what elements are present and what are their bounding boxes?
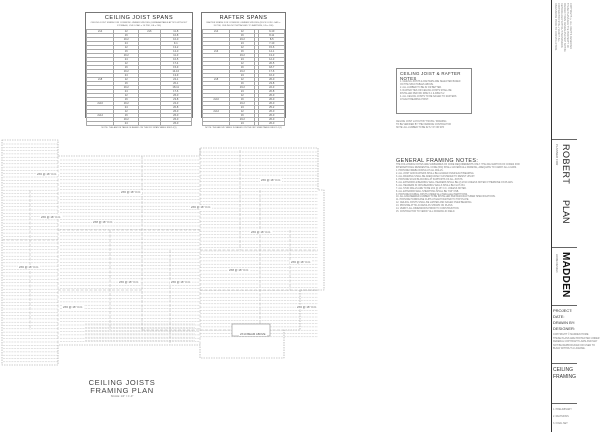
title-field-label: DESIGNER: <box>553 326 576 331</box>
ceiling-table-cell: 19.2 <box>114 38 139 42</box>
rafter-table-cell: 12 <box>230 62 255 66</box>
rafter-table-cell: 19.2 <box>230 118 255 122</box>
ceiling-table-cell: 26-0 <box>160 110 191 114</box>
title-block <box>551 0 600 432</box>
revision-line: 2. REVISIONS <box>553 415 569 418</box>
ceiling-table-cell: 22-3 <box>160 102 191 106</box>
rafter-table-row <box>203 30 285 34</box>
rafter-table-cell: 25-2 <box>259 106 285 110</box>
rafter-table-cell: 24 <box>230 122 255 126</box>
revision-line: 3. FINAL SET <box>553 422 568 425</box>
small-note-line: NOTE: ALL LUMBER TO BE #2 S.Y.P. OR SPF <box>396 127 445 129</box>
rafter-table-cell: 2x12 <box>203 110 230 114</box>
ceiling-table-cell: 16 <box>114 98 139 102</box>
general-note-paragraph: 3. ALL FRAMING SHALL BE ADEQUATELY FASTENED TO RESIST UPLIFT. <box>396 175 476 178</box>
ceiling-table-cell: 19.2 <box>114 86 139 90</box>
ceiling-table-cell: 12 <box>114 46 139 50</box>
rafter-table-cell: 2x4 <box>203 30 230 34</box>
rafter-table-note: NOTE: THE ABOVE TABLE IS BASED ON THE IRC SPAN TABLE R802.5.1(1) <box>205 127 282 129</box>
small-note-line: CEILING JOIST LAYOUT BY TRUSS / FRAMING <box>396 121 447 123</box>
framing-plan-drawing <box>0 130 330 380</box>
rafter-table-grid <box>202 29 285 126</box>
rafter-table-cell <box>203 122 230 126</box>
title-block-logo <box>552 248 577 306</box>
ceiling-table-cell: 12 <box>114 30 139 34</box>
ceiling-note-line: INSTALLED PER IRC R802.3.1 & R802.5.2 <box>400 93 445 95</box>
framing-small-note <box>396 121 476 130</box>
rafter-table-cell: 24 <box>230 58 255 62</box>
plan-joist-label: 2X6 @ 16" O.C. <box>121 190 142 194</box>
copyright-line: COPYRIGHT © MADDEN HOME <box>553 333 589 336</box>
ceiling-table-cell: 9-1 <box>160 42 191 46</box>
ceiling-table-cell: 24 <box>114 122 139 126</box>
rafter-table-cell: 2x10 <box>203 98 230 102</box>
rafter-table-cell: 22-3 <box>259 86 285 90</box>
ceiling-table-cell: 16 <box>114 50 139 54</box>
rafter-table-cell: 26-0 <box>259 110 285 114</box>
rafter-table-cell: 14-1 <box>259 50 285 54</box>
rafter-table-row <box>203 98 285 102</box>
title-block-project <box>552 140 577 248</box>
rafter-table-cell: 8-11 <box>259 34 285 38</box>
ceiling-notes-title: CEILING JOIST & RAFTER NOTES <box>400 71 461 81</box>
rafter-table-cell: 9-10 <box>259 30 285 34</box>
title-block-revisions <box>552 404 577 432</box>
ceiling-table-cell: 2x4 <box>87 30 114 34</box>
ceiling-table-cell: 2x10 <box>87 102 114 106</box>
ceiling-note-line: AT EACH BEARING POINT. <box>400 99 429 101</box>
rafter-table-cell: 12-3 <box>259 58 285 62</box>
plan-joist-label: 2X6 @ 16" O.C. <box>171 280 192 284</box>
plan-joist-label: 2X6 @ 16" O.C. <box>41 215 62 219</box>
rafter-table-cell: 8-5 <box>259 38 285 42</box>
ceiling-table-cell: 14-10 <box>160 70 191 74</box>
ceiling-table-cell: 2x6 <box>139 30 160 34</box>
title-block-sheet <box>552 364 577 404</box>
general-note-paragraph: 14. VERIFY ALL DIMENSIONS PRIOR TO CONSTRUCTION. <box>396 208 460 211</box>
rafter-table-cell: 26-0 <box>259 118 285 122</box>
copyright-line: FEDERAL COPYRIGHT LAWS AND MAY <box>553 340 598 343</box>
plan-title-line2: FRAMING PLAN <box>90 386 154 395</box>
rafter-span-table <box>201 12 286 129</box>
plan-title-line1: CEILING JOISTS <box>88 378 156 387</box>
rafter-table-cell: 16 <box>230 114 255 118</box>
plan-joist-label: 2X6 @ 16" O.C. <box>291 260 312 264</box>
rafter-table-cell: 2x8 <box>203 78 230 82</box>
project-sub: PLAN <box>561 200 571 224</box>
ceiling-table-cell: 26-0 <box>160 118 191 122</box>
general-note-paragraph: 6. ALL HEADERS IN NON-BEARING WALLS SHALL BE FLAT 2X4. <box>396 184 466 187</box>
ceiling-table-cell <box>87 122 114 126</box>
rafter-table-cell: 12 <box>230 46 255 50</box>
rafter-table-cell: 12 <box>230 94 255 98</box>
plan-scale: SCALE: 1/4" = 1'-0" <box>110 395 134 398</box>
ceiling-table-cell: 24 <box>114 90 139 94</box>
ceiling-table-cell: 24 <box>114 42 139 46</box>
plan-joist-label: 2X6 @ 16" O.C. <box>63 305 84 309</box>
rafter-table-cell: 19.2 <box>230 70 255 74</box>
general-note-paragraph: 5. ALL EXTERIOR & BEARING WALL HEADERS SHALL BE (2) 2X10 UNLESS NOTED OTHERWISE ON PLANS. <box>396 181 514 184</box>
rafter-table-cell: 26-0 <box>259 94 285 98</box>
ceiling-table-cell: 12 <box>114 110 139 114</box>
plan-joist-label: 2X6 @ 16" O.C. <box>19 265 40 269</box>
ceiling-table-cell: 17-4 <box>160 62 191 66</box>
ceiling-table-cell: 10-5 <box>160 58 191 62</box>
ceiling-table-cell: 24 <box>114 58 139 62</box>
notice-line: DIMENSIONS PRIOR TO CONSTRUCTION. <box>554 3 557 51</box>
rafter-table-title: RAFTER SPANS <box>219 15 268 21</box>
rafter-table-cell: 15-6 <box>259 46 285 50</box>
plan-joist-label: 2X6 @ 16" O.C. <box>297 305 318 309</box>
ceiling-note-line: 1. CEILING JOISTS & RAFTERS ARE SELECTED BASED <box>400 81 461 83</box>
general-note-paragraph: 1. PROVIDE FIREBLOCKING AT ALL WALLS. <box>396 169 444 172</box>
title-field-label: DRAWN BY: <box>553 320 576 325</box>
rafter-table-cell: 16 <box>230 82 255 86</box>
general-note-paragraph: 2. ALL JOIST AND RAFTERS SHALL BE ALIGNED OVER EACH BEARING. <box>396 172 475 175</box>
rafter-table-cell: 24 <box>230 42 255 46</box>
ceiling-table-cell: 23-8 <box>160 98 191 102</box>
ceiling-note-line: 3. RAFTER TIES OR CEILING JOISTS SHALL BE <box>400 90 452 92</box>
ceiling-table-cell: 22-1 <box>160 78 191 82</box>
rafter-table-cell: 24 <box>230 90 255 94</box>
rafter-table-cell: 20-5 <box>259 62 285 66</box>
rafter-table-row <box>203 78 285 82</box>
revision-line: 1. PRELIMINARY <box>553 408 572 411</box>
title-field-label: PROJECT: <box>553 308 573 313</box>
ceiling-table-cell: 24 <box>114 106 139 110</box>
notice-line: COPYRIGHT © ALL RIGHTS RESERVED <box>569 3 572 49</box>
rafter-table-cell: 7-10 <box>259 42 285 46</box>
project-name: ROBERT <box>561 144 571 185</box>
ceiling-table-cell: 13-9 <box>160 74 191 78</box>
rafter-table-cell: 16 <box>230 98 255 102</box>
general-note-paragraph: 4. PROVIDE SOLID BLOCKING AT SUPPORTS OF ALL JOISTS. <box>396 178 464 181</box>
copyright-line: NOT BE REPRODUCED OR USED TO <box>553 343 595 347</box>
ceiling-table-cell: 10-0 <box>160 38 191 42</box>
ceiling-table-cell: 12 <box>114 62 139 66</box>
rafter-table-cell: 18-7 <box>259 66 285 70</box>
ceiling-table-cell: 12 <box>114 78 139 82</box>
ceiling-table-cell: 24 <box>114 74 139 78</box>
notice-line: MADDEN HOME DESIGN AND MAY NOT BE <box>563 3 566 52</box>
ceiling-table-cell: 15-9 <box>160 66 191 70</box>
rafter-table-row <box>203 50 285 54</box>
rafter-table-cell: 12 <box>230 110 255 114</box>
general-note-paragraph: 7. ALL STUD WALLS ARE TO BE 2X4 @ 16" O.C. UNLESS NOTED. <box>396 187 467 190</box>
title-field-label: DATE: <box>553 314 565 319</box>
title-block-notice <box>552 0 577 140</box>
rafter-table-row <box>203 110 285 114</box>
ceiling-joist-span-table <box>85 12 193 129</box>
copyright-line: BUILD WITHOUT A LICENSE. <box>553 347 586 350</box>
plan-title-block <box>82 379 162 398</box>
copyright-line: THESE PLANS ARE PROTECTED UNDER <box>553 336 600 340</box>
ceiling-table-grid <box>86 29 192 126</box>
rafter-table-cell: 26-0 <box>259 78 285 82</box>
ceiling-table-cell: 19.2 <box>114 102 139 106</box>
general-note-paragraph: 15. CONTRACTOR TO VERIFY ALL FRAMING IN FIELD. <box>396 211 456 214</box>
sheet-desc-2: FRAMING <box>553 374 577 380</box>
rafter-table-cell: 26-0 <box>259 114 285 118</box>
ceiling-table-cell: 20-8 <box>160 106 191 110</box>
rafter-table-cell: 26-0 <box>259 122 285 126</box>
general-note-paragraph: 8. ALL EXTERIOR WALL SHEATHING SHALL BE 7/16" OSB. <box>396 190 459 193</box>
plan-joist-label: 2X6 @ 16" O.C. <box>261 178 282 182</box>
ceiling-table-cell: 10-8 <box>160 34 191 38</box>
general-framing-notes <box>396 158 524 214</box>
general-note-paragraph: 11. PROVIDE HURRICANE CLIPS AT EACH RAFTER TO TOP PLATE. <box>396 199 470 202</box>
rafter-table-cell: 23-8 <box>259 82 285 86</box>
rafter-table-cell: 12 <box>230 30 255 34</box>
general-note-paragraph: 10. ALL ENGINEERED LUMBER TO BE INSTALLED PER MANUFACTURER SPECIFICATIONS. <box>396 196 496 199</box>
general-note-paragraph: 12. CEILING JOISTS SHALL BE LAPPED AND NAILED OVER BEARING. <box>396 202 472 205</box>
plan-joist-label: 2X6 @ 16" O.C. <box>251 230 272 234</box>
general-note-paragraph: 13. PROVIDE ATTIC ACCESS AS SHOWN ON PLANS. <box>396 205 454 208</box>
rafter-table-cell: 19.2 <box>230 102 255 106</box>
brand-logo: MADDEN <box>560 252 571 298</box>
planned-for-label: PLANNED FOR <box>555 144 559 166</box>
ceiling-note-line: 2. ALL LUMBER TO BE #2 OR BETTER. <box>400 87 442 89</box>
ceiling-note-line: ON THE SPAN TABLES ABOVE. <box>400 84 434 86</box>
small-note-line: TO BE VERIFIED BY THE FRAMING CONTRACTOR <box>396 124 451 126</box>
ceiling-table-cell: 19.2 <box>114 54 139 58</box>
plan-joist-label: 2X8 @ 16" O.C. <box>93 220 114 224</box>
rafter-table-cell: 24 <box>230 106 255 110</box>
rafter-table-cell: 13-3 <box>259 54 285 58</box>
rafter-table-cell: 26-0 <box>259 102 285 106</box>
plan-joist-label: 2X6 @ 16" O.C. <box>191 205 212 209</box>
rafter-table-cell: 16 <box>230 66 255 70</box>
ceiling-table-cell: 20-1 <box>160 82 191 86</box>
ceiling-table-title: CEILING JOIST SPANS <box>104 15 174 21</box>
ceiling-rafter-notes <box>396 68 472 114</box>
ceiling-table-cell: 19.2 <box>114 70 139 74</box>
ceiling-table-row <box>87 122 192 126</box>
ceiling-table-cell: 2x8 <box>87 78 114 82</box>
ceiling-note-line: 4. ALL CEILING JOISTS TO BE NAILED TO RAFTERS <box>400 96 457 98</box>
ceiling-table-cell: 26-0 <box>160 122 191 126</box>
ceiling-table-cell: 16 <box>114 34 139 38</box>
notice-line: REPRODUCED WITHOUT PERMISSION. <box>560 3 563 49</box>
ceiling-table-subtitle: CEILING JOIST SPANS FOR COMMON LUMBER SPECIES (UNINHABITABLE ATTICS WITHOUT STORAGE, LIVE LOAD = 10 PSF, L/Δ = 240) <box>90 22 188 27</box>
ceiling-table-cell: 18-11 <box>160 86 191 90</box>
rafter-table-cell: 16 <box>230 50 255 54</box>
rafter-table-subtitle: RAFTER SPANS FOR COMMON LUMBER SPECIES (ROOF LIVE LOAD = 20 PSF, CEILING NOT ATTACHED TO RAFTERS, L/Δ = 180) <box>206 22 281 27</box>
ceiling-table-cell: 11-3 <box>160 54 191 58</box>
notice-line: CONTRACTOR SHALL VERIFY ALL <box>557 3 560 43</box>
ceiling-table-cell: 2x12 <box>87 114 114 118</box>
ceiling-table-cell: 26-0 <box>160 114 191 118</box>
general-notes-title: GENERAL FRAMING NOTES: <box>396 158 479 164</box>
notice-text <box>554 3 572 52</box>
rafter-table-cell: 26-0 <box>259 98 285 102</box>
ceiling-table-cell: 16 <box>114 66 139 70</box>
rafter-table-cell: 24 <box>230 74 255 78</box>
rafter-table-cell: 2x6 <box>203 50 230 54</box>
plan-joist-label: 2X8 @ 16" O.C. <box>229 268 250 272</box>
rafter-table-cell: 19.2 <box>230 54 255 58</box>
rafter-table-cell: 16-3 <box>259 74 285 78</box>
ceiling-table-cell: 26-0 <box>160 94 191 98</box>
general-note-paragraph: THE FOLLOWING NOTES ARE SUMMARIES OF CODE REQUIREMENTS ONLY. THE 2012 EDITION OF CODES FOR INTERNATIONAL RESIDENTIAL CODE (IRC) SHALL GOVERN ALL FRAMING, ADEQUATE TO CARRY ALL LOADS. <box>396 164 520 169</box>
rafter-table-cell: 17-6 <box>259 70 285 74</box>
ceiling-table-cell <box>139 122 160 126</box>
rafter-table-cell: 12 <box>230 78 255 82</box>
rafter-table-cell: 19.2 <box>230 38 255 42</box>
ceiling-table-cell: 13-2 <box>160 46 191 50</box>
ceiling-table-cell: 17-6 <box>160 90 191 94</box>
rafter-table-cell: 16 <box>230 34 255 38</box>
notice-line: THESE PLANS ARE THE PROPERTY OF <box>566 3 569 49</box>
ceiling-table-cell: 16 <box>114 114 139 118</box>
ceiling-table-cell: 16 <box>114 82 139 86</box>
ceiling-table-cell: 12 <box>114 94 139 98</box>
ceiling-framing-plan <box>0 130 330 380</box>
brand-sub: HOME DESIGN <box>555 254 558 273</box>
rafter-table-row <box>203 122 285 126</box>
plan-joist-label: 2X10 BEAM ABOVE <box>240 332 266 336</box>
title-block-fields <box>552 306 600 364</box>
plan-joist-label: 2X6 @ 16" O.C. <box>37 172 58 176</box>
rafter-table-cell: 19.2 <box>230 86 255 90</box>
ceiling-table-cell: 19.2 <box>114 118 139 122</box>
ceiling-table-cell: 12-0 <box>160 50 191 54</box>
ceiling-table-note: NOTE: THE ABOVE TABLE IS BASED ON THE IRC SPAN TABLE R802.4(1) <box>101 127 177 129</box>
sheet-desc: CEILING <box>553 367 574 373</box>
plan-joist-label: 2X6 @ 16" O.C. <box>119 280 140 284</box>
ceiling-table-cell: 11-8 <box>160 30 191 34</box>
rafter-table-cell: 20-8 <box>259 90 285 94</box>
general-note-paragraph: 9. PROVIDE DOUBLE JOISTS UNDER ALL PARALLEL PARTITIONS. <box>396 193 468 196</box>
